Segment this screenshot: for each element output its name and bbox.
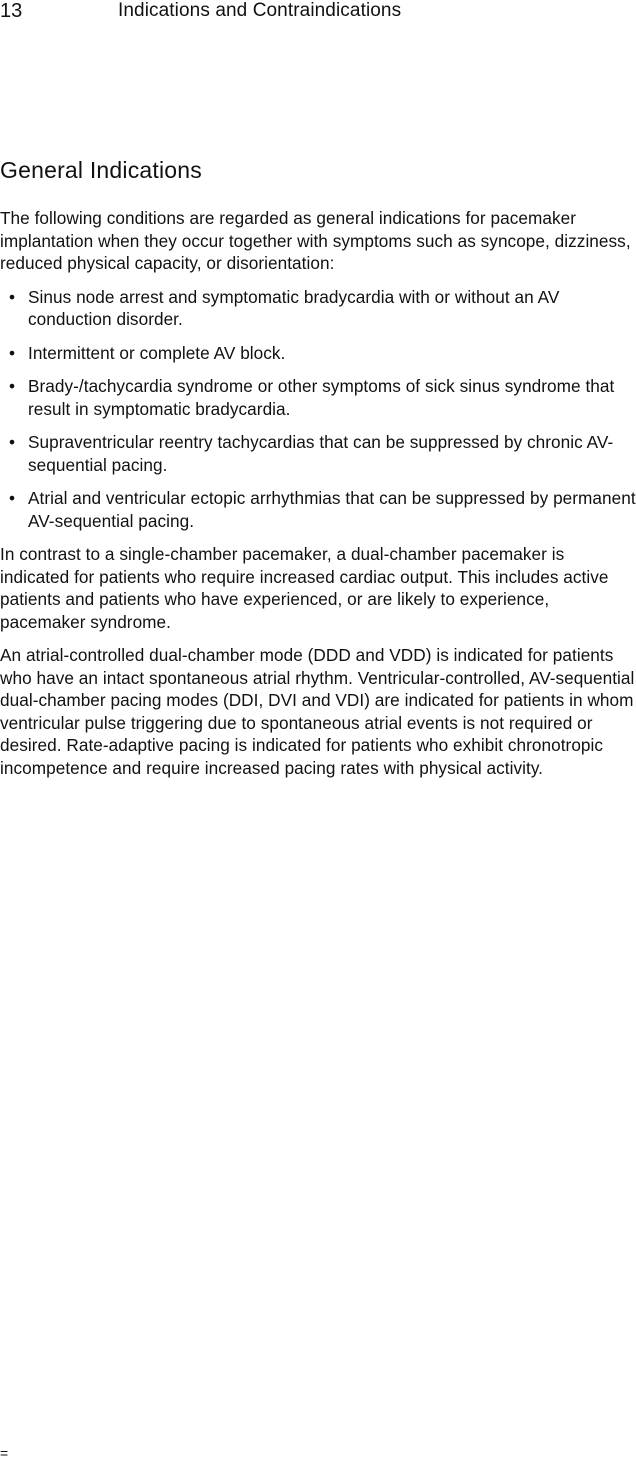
document-body [0, 207, 636, 790]
pacing-modes-paragraph: An atrial-controlled dual-chamber mode (DDD and VDD) is indicated for patients who have an intact spontaneous atrial rhythm. Ventricular-controlled, AV-sequential dual-chamber pacing modes (DDI, DVI and VDI) are indicated for patients in whom ventricular pulse triggering due to spontaneous atrial events is not required or desired. Rate-adaptive pacing is indicated for patients who exhibit chronotropic incompetence and require increased pacing rates with physical activity. [0, 645, 635, 778]
dual-chamber-paragraph: In contrast to a single-chamber pacemaker, a dual-chamber pacemaker is indicated for patients who require increased cardiac output. This includes active patients and patients who have experienced, or are likely to experience, pacemaker syndrome. [0, 544, 609, 632]
chapter-title: Indications and Contraindications [118, 0, 402, 21]
bullet-icon: • [9, 286, 16, 307]
footer-mark: = [0, 1445, 9, 1461]
page-header [0, 0, 636, 24]
section-title: General Indications [0, 157, 202, 183]
list-item [0, 431, 636, 476]
indications-list [0, 286, 636, 533]
bullet-icon: • [9, 376, 16, 396]
bullet-icon: • [9, 342, 16, 363]
intro-paragraph: The following conditions are regarded as general indications for pacemaker implantation when they occur together with symptoms such as syncope, dizziness, reduced physical capacity, or disorientation: [0, 208, 631, 273]
list-item [0, 375, 636, 420]
list-item-text: Intermittent or complete AV block. [28, 342, 286, 363]
page-number: 13 [0, 0, 23, 22]
list-item-text: Brady-/tachycardia syndrome or other symptoms of sick sinus syndrome that result in symptomatic bradycardia. [28, 376, 615, 419]
list-item-text: Sinus node arrest and symptomatic bradycardia with or without an AV conduction disorder. [28, 286, 560, 329]
list-item-text: Atrial and ventricular ectopic arrhythmias that can be suppressed by permanent AV-sequential pacing. [28, 488, 636, 531]
bullet-icon: • [9, 488, 16, 508]
list-item [0, 342, 636, 365]
list-item [0, 286, 636, 331]
list-item [0, 487, 636, 532]
list-item-text: Supraventricular reentry tachycardias that can be suppressed by chronic AV-sequential pacing. [28, 432, 614, 475]
bullet-icon: • [9, 432, 16, 452]
